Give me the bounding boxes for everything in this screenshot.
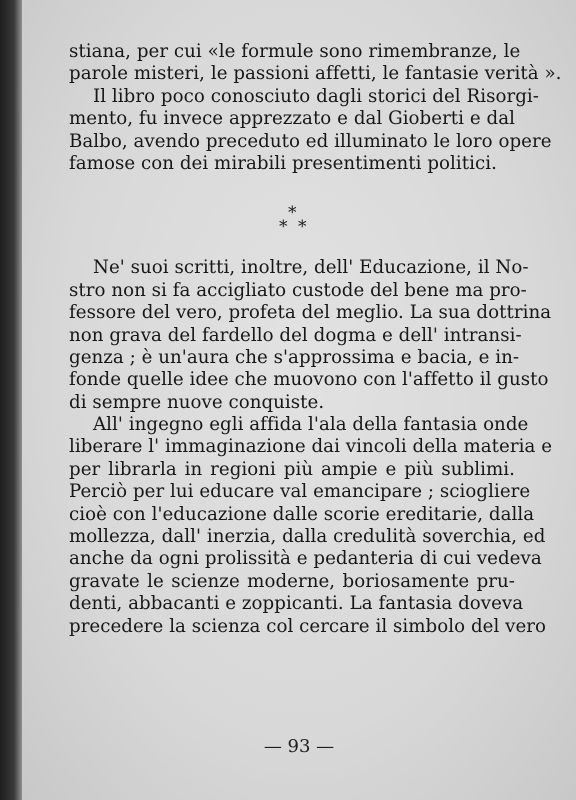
text-line: di sempre nuove conquiste.: [69, 391, 325, 413]
text-line: mento, fu invece apprezzato e dal Gioberti e dal: [69, 108, 515, 130]
text-line: per librarla in regioni più ampie e più sublimi.: [69, 458, 515, 480]
book-page: [22, 0, 576, 800]
text-line: famose con dei mirabili presentimenti politici.: [69, 152, 497, 174]
text-line: anche da ogni prolissità e pedanteria di cui vedeva: [69, 548, 542, 570]
paragraph-fantasia: [69, 414, 553, 638]
text-line: Balbo, avendo preceduto ed illuminato le loro opere: [69, 130, 552, 152]
text-line: precedere la scienza col cercare il simbolo del vero: [69, 615, 547, 637]
section-break-asterism: [69, 175, 515, 257]
text-line: Perciò per lui educare val emancipare ; sciogliere: [69, 481, 531, 503]
paragraph-risorgimento: [69, 85, 552, 176]
text-line: stiana, per cui «le formule sono rimembranze, le: [69, 41, 521, 62]
text-line: non grava del fardello del dogma e dell' intransi-: [69, 324, 522, 346]
paragraph-continued: [69, 41, 562, 86]
text-line: fessore del vero, profeta del meglio. La sua dottrina: [69, 302, 552, 324]
text-line: Il libro poco conosciuto dagli storici del Risorgi-: [93, 85, 539, 107]
page-number: — 93 —: [263, 736, 335, 757]
text-line: denti, abbacanti e zoppicanti. La fantasia doveva: [69, 593, 524, 615]
body-text: [69, 41, 562, 638]
text-line: fonde quelle idee che muovono con l'affetto il gusto: [69, 369, 549, 391]
text-line: Ne' suoi scritti, inoltre, dell' Educazione, il No-: [93, 257, 529, 279]
asterisk-glyph: *: [279, 217, 288, 238]
text-line: gravate le scienze moderne, boriosamente pru-: [69, 570, 515, 592]
asterisk-glyph: *: [288, 203, 297, 224]
asterisk-glyph: *: [298, 217, 307, 238]
text-line: stro non si fa accigliato custode del bene ma pro-: [69, 279, 527, 301]
text-line: parole misteri, le passioni affetti, le fantasie verità ».: [69, 63, 562, 85]
text-line: mollezza, dall' inerzia, dalla credulità soverchia, ed: [69, 526, 546, 548]
text-line: genza ; è un'aura che s'approssima e bacia, e in-: [69, 346, 520, 368]
paragraph-educazione: [69, 257, 552, 414]
text-line: liberare l' immaginazione dai vincoli della materia e: [69, 436, 553, 458]
text-line: All' ingegno egli affida l'ala della fantasia onde: [93, 414, 529, 436]
text-line: cioè con l'educazione dalle scorie ereditarie, dalla: [69, 503, 535, 525]
